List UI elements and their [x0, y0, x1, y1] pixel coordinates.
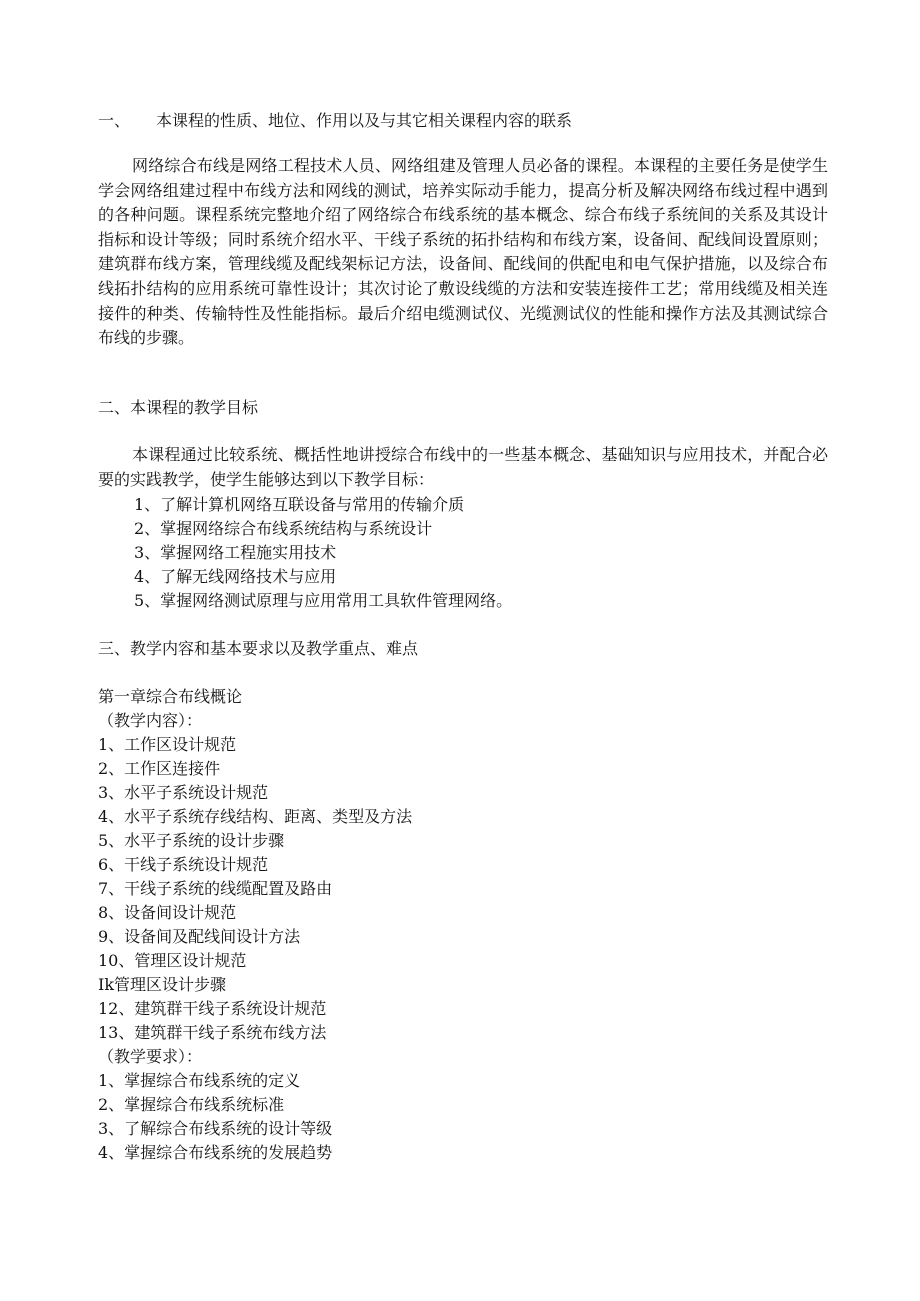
section2-intro [98, 443, 828, 492]
content-label: （教学内容）： [98, 711, 203, 730]
goal-item: 1、了解计算机网络互联设备与常用的传输介质 [134, 495, 465, 514]
section2-title: 二、本课程的教学目标 [98, 398, 259, 417]
section1-paragraph-text: 网络综合布线是网络工程技术人员、网络组建及管理人员必备的课程。本课程的主要任务是使学生学会网络组建过程中布线方法和网线的测试，培养实际动手能力，提高分析及解决网络布线过程中遇到的各种问题。课程系统完整地介绍了网络综合布线系统的基本概念、综合布线子系统间的关系及其设计指标和设计等级；同时系统介绍水平、干线子系统的拓扑结构和布线方案，设备间、配线间设置原则；建筑群布线方案，管理线缆及配线架标记方法，设备间、配线间的供配电和电气保护措施，以及综合布线拓扑结构的应用系统可靠性设计；其次讨论了敷设线缆的方法和安装连接件工艺；常用线缆及相关连接件的种类、传输特性及性能指标。最后介绍电缆测试仪、光缆测试仪的性能和操作方法及其测试综合布线的步骤。 [98, 156, 828, 348]
content-item: Ik管理区设计步骤 [98, 975, 227, 994]
content-item: 4、水平子系统存线结构、距离、类型及方法 [98, 807, 413, 826]
section2-intro-text: 本课程通过比较系统、概括性地讲授综合布线中的一些基本概念、基础知识与应用技术，并配合必要的实践教学，使学生能够达到以下教学目标： [98, 445, 828, 489]
requirement-item: 4、掌握综合布线系统的发展趋势 [98, 1143, 333, 1162]
content-item: 3、水平子系统设计规范 [98, 783, 269, 802]
goal-item: 5、掌握网络测试原理与应用常用工具软件管理网络。 [134, 591, 513, 610]
goal-item: 3、掌握网络工程施实用技术 [134, 543, 337, 562]
content-item: 12、建筑群干线子系统设计规范 [98, 999, 327, 1018]
requirement-item: 3、了解综合布线系统的设计等级 [98, 1119, 333, 1138]
content-item: 1、工作区设计规范 [98, 735, 237, 754]
content-item: 9、设备间及配线间设计方法 [98, 927, 301, 946]
requirement-item: 1、掌握综合布线系统的定义 [98, 1071, 301, 1090]
goal-item: 4、了解无线网络技术与应用 [134, 567, 337, 586]
requirement-item: 2、掌握综合布线系统标准 [98, 1095, 285, 1114]
section3-title: 三、教学内容和基本要求以及教学重点、难点 [98, 639, 419, 658]
content-item: 2、工作区连接件 [98, 759, 221, 778]
content-item: 6、干线子系统设计规范 [98, 855, 269, 874]
content-item: 8、设备间设计规范 [98, 903, 237, 922]
goal-item: 2、掌握网络综合布线系统结构与系统设计 [134, 519, 433, 538]
content-item: 10、管理区设计规范 [98, 951, 247, 970]
content-item: 5、水平子系统的设计步骤 [98, 831, 285, 850]
section1-paragraph [98, 154, 828, 351]
section1-heading [98, 110, 572, 132]
content-item: 7、干线子系统的线缆配置及路由 [98, 879, 333, 898]
section1-number: 一、 [98, 111, 131, 130]
requirement-label: （教学要求）： [98, 1047, 203, 1066]
chapter-title: 第一章综合布线概论 [98, 687, 243, 706]
content-item: 13、建筑群干线子系统布线方法 [98, 1023, 327, 1042]
section1-title: 本课程的性质、地位、作用以及与其它相关课程内容的联系 [156, 111, 573, 130]
